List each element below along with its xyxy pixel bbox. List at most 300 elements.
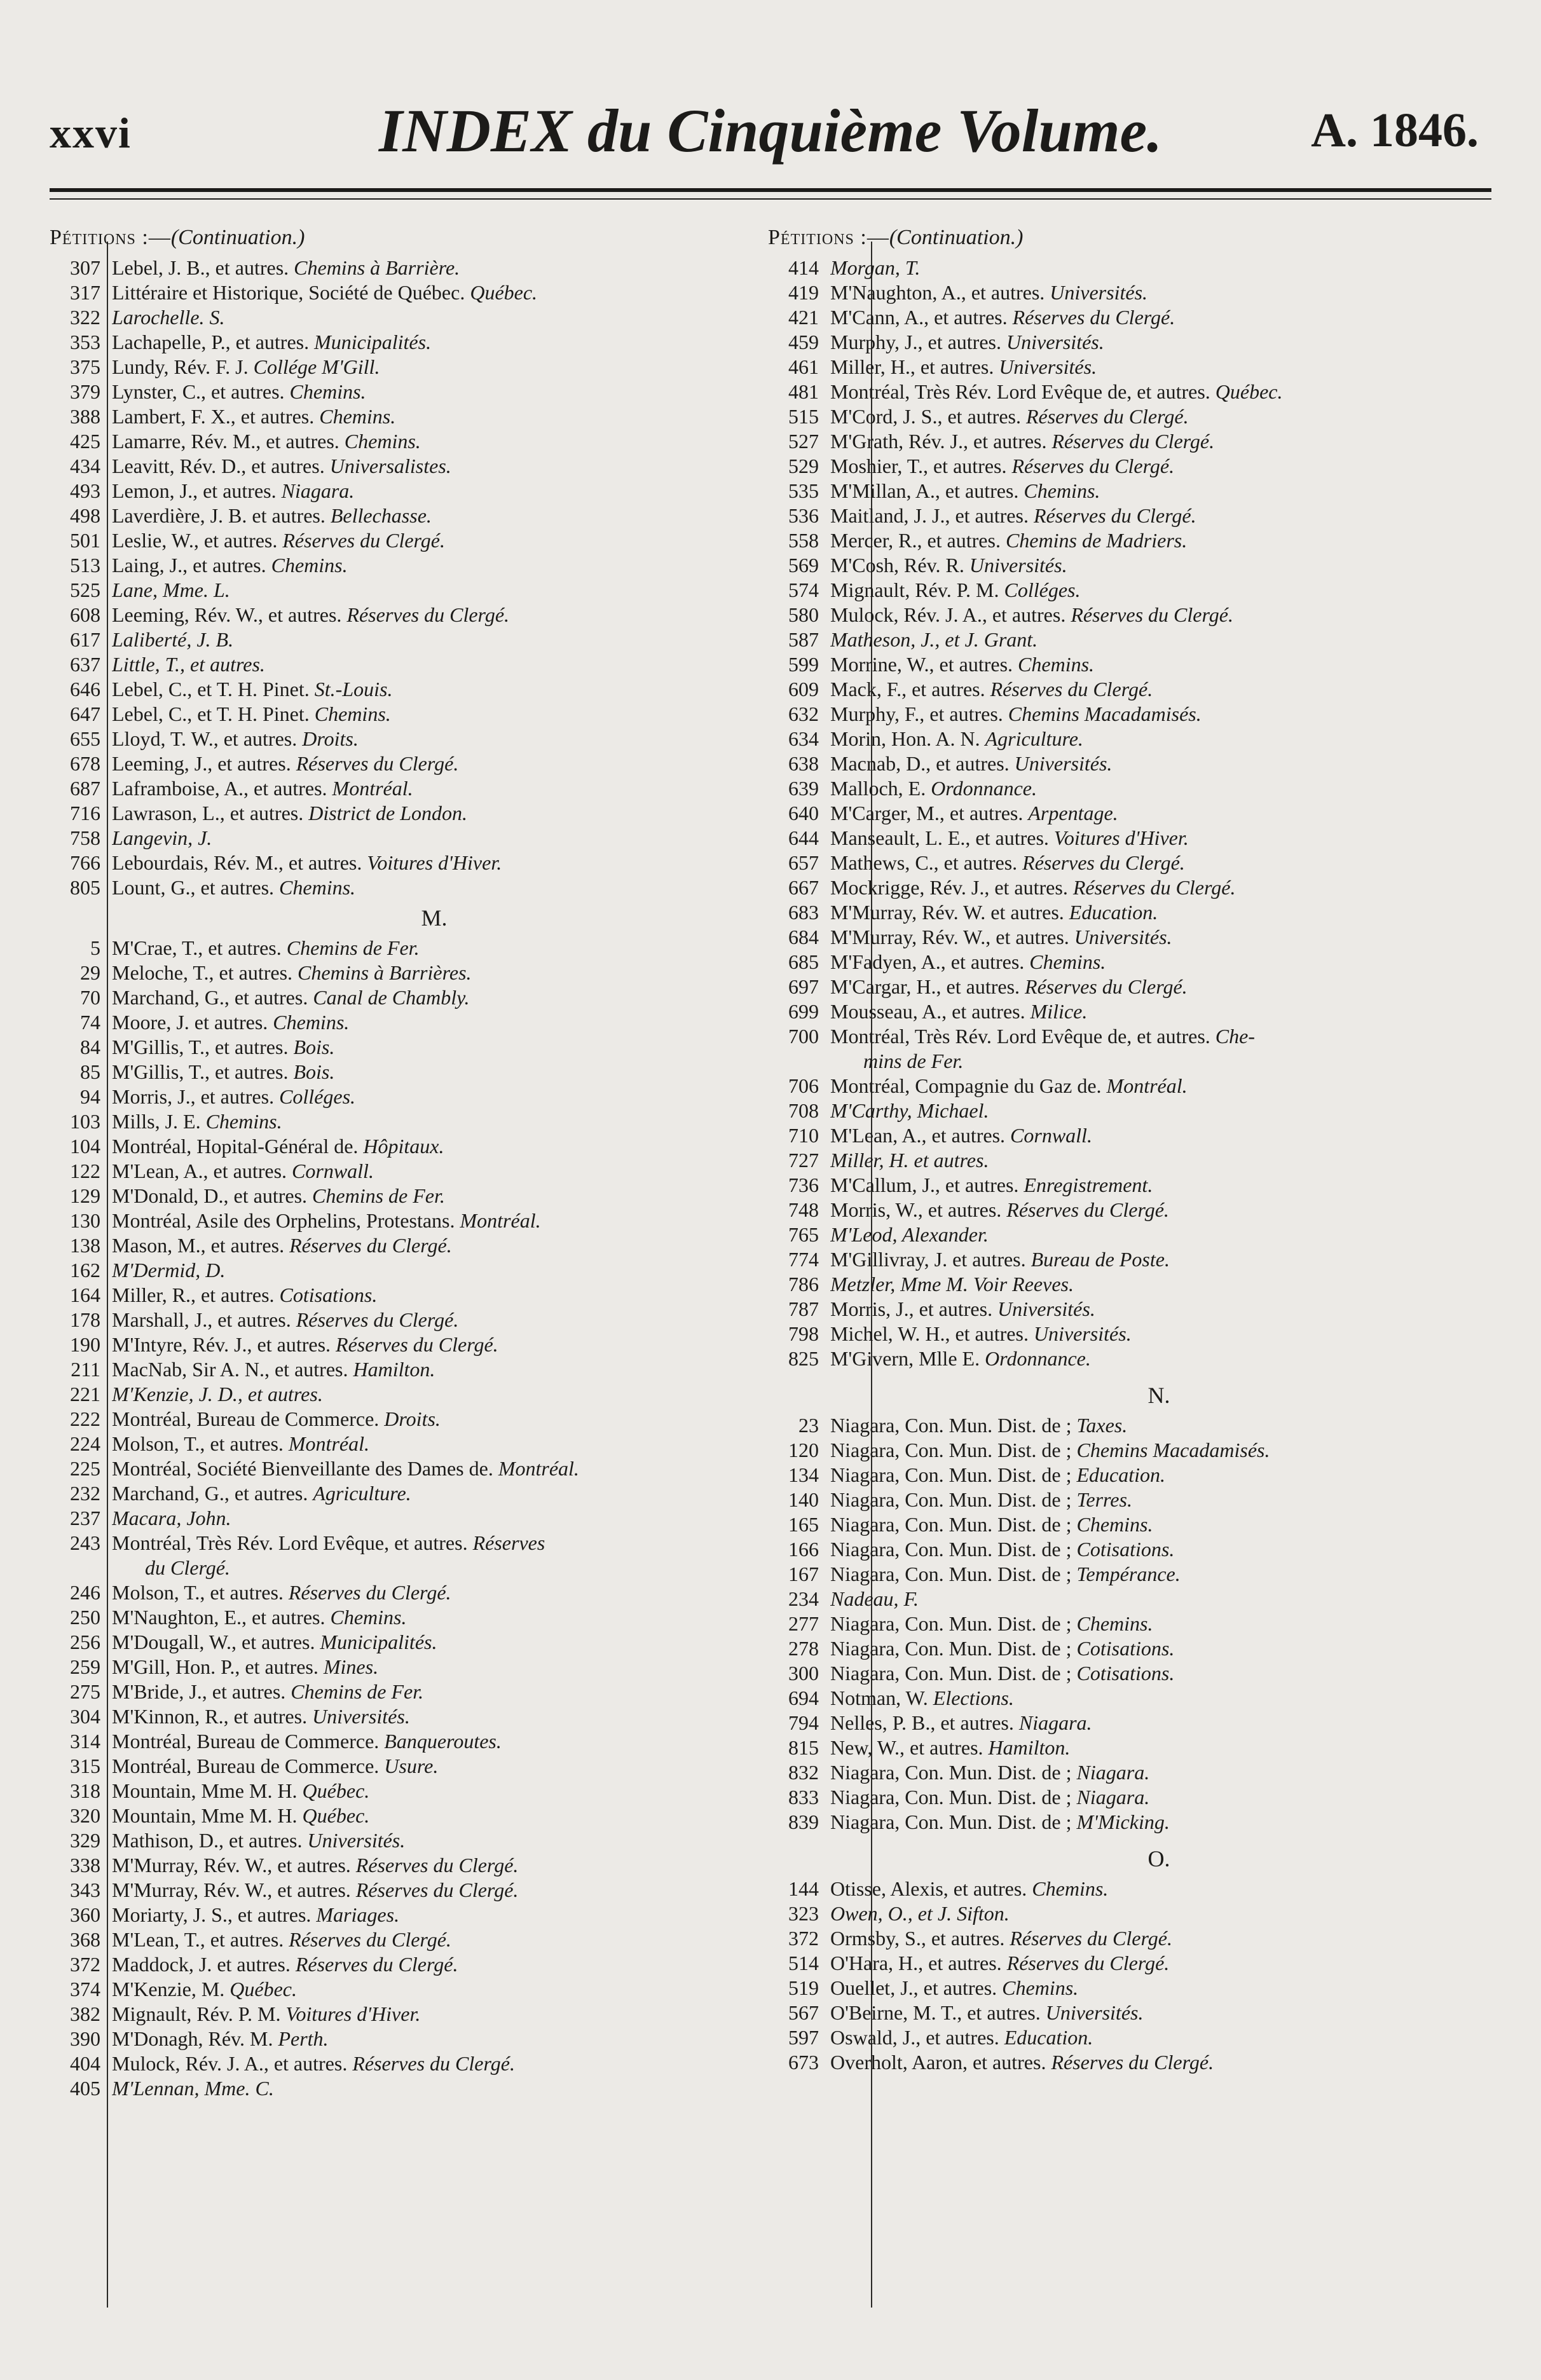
index-entry [768, 380, 1493, 404]
entry-name: Mercer, R., et autres. [830, 529, 1001, 552]
left-entries-l [50, 256, 762, 900]
index-entry [50, 1853, 762, 1878]
entry-subject: Mariages. [316, 1903, 400, 1926]
entry-page-number: 320 [70, 1804, 100, 1827]
index-entry [50, 1878, 762, 1903]
entry-name: Laing, J., et autres. [112, 554, 266, 577]
entry-page-number: 404 [70, 2052, 100, 2075]
entry-page-number: 736 [788, 1173, 819, 1196]
entry-subject: Réserves du Clergé. [289, 1928, 451, 1951]
entry-subject: Hamilton. [353, 1358, 435, 1381]
entry-name: Montréal, Très Rév. Lord Evêque, et autres. [112, 1531, 468, 1554]
entry-page-number: 329 [70, 1829, 100, 1852]
entry-subject: Réserves du Clergé. [1011, 455, 1175, 477]
index-entry [50, 355, 762, 380]
entry-subject: Cornwall. [292, 1159, 374, 1182]
entry-page-number: 211 [71, 1358, 100, 1381]
entry-page-number: 786 [788, 1273, 819, 1296]
entry-text [112, 355, 762, 380]
right-column [768, 220, 1493, 2075]
entry-name: Montréal, Hopital-Général de. [112, 1135, 359, 1158]
index-entry [768, 677, 1493, 702]
entry-name: M'Murray, Rév. W., et autres. [112, 1854, 351, 1877]
index-entry [768, 1438, 1493, 1463]
entry-subject: Réserves du Clergé. [1051, 430, 1215, 453]
entry-name: Montréal, Compagnie du Gaz de. [830, 1074, 1102, 1097]
index-entry [50, 1208, 762, 1233]
entry-subject: Cornwall. [1010, 1124, 1092, 1147]
index-entry [50, 380, 762, 404]
entry-text [112, 1060, 762, 1084]
index-entry [768, 1074, 1493, 1098]
entry-page-number: 221 [70, 1383, 100, 1405]
index-entry [768, 702, 1493, 727]
index-entry [50, 429, 762, 454]
entry-name: Montréal, Société Bienveillante des Dames de. [112, 1457, 493, 1480]
entry-subject: Réserves du Clergé. [296, 752, 459, 775]
entry-text [830, 1463, 1493, 1488]
entry-page-number: 317 [70, 281, 100, 304]
entry-subject: Réserves du Clergé. [288, 1581, 451, 1604]
entry-subject: Chemins. [1024, 479, 1100, 502]
entry-name: Lebel, C., et T. H. Pinet. [112, 702, 310, 725]
entry-subject: Langevin, J. [112, 826, 212, 849]
entry-name: Niagara, Con. Mun. Dist. de ; [830, 1463, 1072, 1486]
page-year: A. 1846. [1311, 104, 1479, 157]
entry-page-number: 224 [70, 1432, 100, 1455]
entry-subject: Lane, Mme. L. [112, 578, 230, 601]
entry-text [830, 479, 1493, 503]
entry-page-number: 832 [788, 1761, 819, 1784]
entry-page-number: 608 [70, 603, 100, 626]
entry-page-number: 129 [70, 1184, 100, 1207]
index-entry [768, 330, 1493, 355]
left-entries-m [50, 936, 762, 2101]
entry-text [830, 1711, 1493, 1735]
entry-page-number: 558 [788, 529, 819, 552]
right-entries-o [768, 1877, 1493, 2075]
entry-text [112, 1184, 762, 1208]
entry-subject: Québec. [302, 1804, 370, 1827]
entry-page-number: 29 [80, 961, 100, 984]
entry-subject: Chemins. [279, 876, 356, 899]
entry-page-number: 498 [70, 504, 100, 527]
entry-page-number: 166 [788, 1538, 819, 1561]
entry-text [830, 950, 1493, 975]
entry-text [112, 2027, 762, 2051]
entry-page-number: 599 [788, 653, 819, 676]
entry-page-number: 644 [788, 826, 819, 849]
entry-subject: Chemins de Madriers. [1005, 529, 1188, 552]
entry-text [112, 454, 762, 479]
index-entry [768, 1024, 1493, 1049]
page-number: xxvi [50, 109, 132, 157]
entry-subject: Niagara. [281, 479, 355, 502]
header-rule-thick [50, 188, 1491, 192]
entry-name: Niagara, Con. Mun. Dist. de ; [830, 1662, 1072, 1685]
entry-name: Morris, W., et autres. [830, 1198, 1002, 1221]
entry-page-number: 372 [788, 1927, 819, 1950]
index-entry [768, 2025, 1493, 2050]
entry-subject: Québec. [470, 281, 538, 304]
entry-text [830, 1148, 1493, 1173]
entry-text [830, 652, 1493, 677]
entry-page-number: 501 [70, 529, 100, 552]
entry-name: Lambert, F. X., et autres. [112, 405, 315, 428]
entry-subject: M'Leod, Alexander. [830, 1223, 989, 1246]
index-entry [50, 1679, 762, 1704]
entry-text [112, 727, 762, 751]
entry-name: Montréal, Bureau de Commerce. [112, 1407, 380, 1430]
entry-subject: M'Micking. [1076, 1810, 1170, 1833]
entry-page-number: 766 [70, 851, 100, 874]
entry-name: Moshier, T., et autres. [830, 455, 1007, 477]
entry-name: Marchand, G., et autres. [112, 986, 308, 1009]
entry-subject: Hôpitaux. [363, 1135, 444, 1158]
entry-page-number: 162 [70, 1259, 100, 1282]
entry-subject: Chemins Macadamisés. [1076, 1439, 1270, 1461]
entry-name: M'Millan, A., et autres. [830, 479, 1019, 502]
index-entry [50, 1084, 762, 1109]
index-entry [50, 1903, 762, 1927]
index-entry [50, 479, 762, 503]
entry-subject: Laliberté, J. B. [112, 628, 234, 651]
entry-name: Mulock, Rév. J. A., et autres. [830, 603, 1066, 626]
entry-text [112, 1456, 762, 1481]
entry-name: Morris, J., et autres. [112, 1085, 275, 1108]
entry-page-number: 519 [788, 1976, 819, 1999]
entry-text [112, 776, 762, 801]
entry-text [830, 1661, 1493, 1686]
entry-subject: Universalistes. [329, 455, 451, 477]
entry-text [830, 999, 1493, 1024]
entry-text [112, 429, 762, 454]
entry-text [830, 305, 1493, 330]
entry-name: M'Naughton, A., et autres. [830, 281, 1045, 304]
index-entry [50, 1134, 762, 1159]
entry-text [112, 1803, 762, 1828]
entry-subject: Chemins. [344, 430, 421, 453]
index-entry [768, 603, 1493, 627]
entry-text [830, 1562, 1493, 1587]
entry-page-number: 140 [788, 1488, 819, 1511]
entry-page-number: 307 [70, 256, 100, 279]
entry-page-number: 634 [788, 727, 819, 750]
entry-page-number: 646 [70, 678, 100, 701]
index-entry [50, 404, 762, 429]
entry-text [112, 603, 762, 627]
entry-name: Lachapelle, P., et autres. [112, 331, 310, 353]
entry-subject: Usure. [384, 1754, 439, 1777]
entry-subject: Chemins Macadamisés. [1008, 702, 1202, 725]
entry-name: Laverdière, J. B. et autres. [112, 504, 325, 527]
entry-name: M'Lean, T., et autres. [112, 1928, 284, 1951]
entry-page-number: 120 [788, 1439, 819, 1461]
entry-name: M'Carger, M., et autres. [830, 802, 1024, 824]
entry-subject: Niagara. [1076, 1761, 1150, 1784]
entry-text [830, 1810, 1493, 1835]
index-entry [768, 280, 1493, 305]
entry-text [112, 1332, 762, 1357]
entry-subject: Réserves du Clergé. [289, 1234, 452, 1257]
entry-page-number: 338 [70, 1854, 100, 1877]
entry-subject: Réserves du Clergé. [295, 1953, 458, 1976]
entry-name: MacNab, Sir A. N., et autres. [112, 1358, 348, 1381]
index-entry [768, 1488, 1493, 1512]
entry-subject: Réserves du Clergé. [336, 1333, 498, 1356]
index-entry [50, 652, 762, 677]
entry-subject: Réserves du Clergé. [1012, 306, 1175, 329]
entry-page-number: 343 [70, 1878, 100, 1901]
entry-name: M'Cargar, H., et autres. [830, 975, 1020, 998]
entry-page-number: 232 [70, 1482, 100, 1505]
entry-page-number: 304 [70, 1705, 100, 1728]
index-entry [768, 256, 1493, 280]
entry-name: Niagara, Con. Mun. Dist. de ; [830, 1786, 1072, 1809]
entry-page-number: 405 [70, 2077, 100, 2100]
index-entry [50, 1159, 762, 1184]
left-column-heading: Pétitions :—(Continuation.) [50, 226, 305, 249]
entry-subject: Universités. [999, 355, 1097, 378]
entry-text [112, 627, 762, 652]
entry-name: Mack, F., et autres. [830, 678, 985, 701]
entry-subject: Réserves du Clergé. [282, 529, 445, 552]
entry-page-number: 617 [70, 628, 100, 651]
entry-text [830, 1587, 1493, 1611]
index-entry [768, 1198, 1493, 1222]
index-entry [768, 429, 1493, 454]
entry-name: Mockrigge, Rév. J., et autres. [830, 876, 1068, 899]
entry-name: Lebel, J. B., et autres. [112, 256, 289, 279]
entry-name: Lount, G., et autres. [112, 876, 275, 899]
entry-name: New, W., et autres. [830, 1736, 983, 1759]
entry-name: Montréal, Bureau de Commerce. [112, 1730, 380, 1753]
entry-subject: Réserves du Clergé. [346, 603, 510, 626]
entry-page-number: 382 [70, 2002, 100, 2025]
entry-page-number: 421 [788, 306, 819, 329]
index-entry [768, 1413, 1493, 1438]
entry-text [830, 256, 1493, 280]
page-title: INDEX du Cinquième Volume. [378, 97, 1163, 165]
entry-name: Niagara, Con. Mun. Dist. de ; [830, 1488, 1072, 1511]
entry-subject: Universités. [1074, 926, 1172, 948]
entry-text [112, 404, 762, 429]
entry-text [830, 1024, 1493, 1049]
entry-text [112, 1159, 762, 1184]
entry-name: M'Cosh, Rév. R. [830, 554, 964, 577]
entry-page-number: 425 [70, 430, 100, 453]
entry-page-number: 639 [788, 777, 819, 800]
entry-page-number: 687 [70, 777, 100, 800]
entry-text [830, 503, 1493, 528]
index-entry [50, 256, 762, 280]
index-entry [50, 1828, 762, 1853]
entry-page-number: 379 [70, 380, 100, 403]
entry-page-number: 514 [788, 1952, 819, 1974]
index-entry [50, 305, 762, 330]
entry-subject: Colléges. [279, 1085, 356, 1108]
index-entry [50, 578, 762, 603]
entry-name: M'Lean, A., et autres. [830, 1124, 1006, 1147]
entry-page-number: 414 [788, 256, 819, 279]
section-heading-o: O. [1147, 1846, 1170, 1871]
entry-subject-continuation: du Clergé. [145, 1556, 230, 1579]
entry-page-number: 353 [70, 331, 100, 353]
entry-text [112, 1258, 762, 1283]
entry-page-number: 727 [788, 1149, 819, 1172]
entry-name: O'Hara, H., et autres. [830, 1952, 1002, 1974]
index-entry [50, 875, 762, 900]
entry-subject: Education. [1076, 1463, 1166, 1486]
entry-name: Mignault, Rév. P. M. [112, 2002, 281, 2025]
entry-page-number: 798 [788, 1322, 819, 1345]
entry-page-number: 237 [70, 1507, 100, 1529]
entry-subject: Chemins à Barrières. [298, 961, 472, 984]
entry-text [830, 1123, 1493, 1148]
right-entries-n [768, 1413, 1493, 1835]
index-entry [50, 454, 762, 479]
entry-subject: Municipalités. [320, 1631, 437, 1653]
entry-name: M'Gill, Hon. P., et autres. [112, 1655, 318, 1678]
entry-subject: Universités. [1033, 1322, 1132, 1345]
entry-name: M'Naughton, E., et autres. [112, 1606, 325, 1629]
entry-name: Lemon, J., et autres. [112, 479, 277, 502]
entry-page-number: 165 [788, 1513, 819, 1536]
index-entry [768, 950, 1493, 975]
entry-text [112, 875, 762, 900]
entry-subject: Education. [1069, 901, 1158, 924]
entry-text [830, 1272, 1493, 1297]
entry-text [112, 2051, 762, 2076]
entry-page-number: 748 [788, 1198, 819, 1221]
index-entry [768, 900, 1493, 925]
entry-text [830, 1247, 1493, 1272]
entry-page-number: 513 [70, 554, 100, 577]
entry-subject: Droits. [302, 727, 359, 750]
entry-subject: Québec. [229, 1978, 297, 2000]
entry-page-number: 685 [788, 950, 819, 973]
entry-name: Moriarty, J. S., et autres. [112, 1903, 312, 1926]
entry-page-number: 697 [788, 975, 819, 998]
entry-subject: Bois. [293, 1060, 335, 1083]
entry-name: M'Callum, J., et autres. [830, 1173, 1019, 1196]
index-entry [768, 1785, 1493, 1810]
entry-name: M'Lean, A., et autres. [112, 1159, 287, 1182]
entry-subject: Colléges. [1004, 578, 1081, 601]
entry-text [830, 851, 1493, 875]
entry-subject: Montréal. [1106, 1074, 1188, 1097]
entry-page-number: 104 [70, 1135, 100, 1158]
entry-subject: Taxes. [1076, 1414, 1128, 1437]
page-header [50, 95, 1491, 165]
entry-text [830, 975, 1493, 999]
index-entry [768, 1661, 1493, 1686]
entry-name: M'Donagh, Rév. M. [112, 2027, 273, 2050]
entry-text [830, 429, 1493, 454]
entry-page-number: 667 [788, 876, 819, 899]
entry-page-number: 190 [70, 1333, 100, 1356]
index-entry [50, 1977, 762, 2002]
entry-page-number: 597 [788, 2026, 819, 2049]
entry-name: M'Murray, Rév. W., et autres. [112, 1878, 351, 1901]
index-entry [50, 1060, 762, 1084]
entry-name: Leeming, J., et autres. [112, 752, 291, 775]
entry-text [830, 1488, 1493, 1512]
entry-name: M'Kinnon, R., et autres. [112, 1705, 308, 1728]
entry-page-number: 694 [788, 1686, 819, 1709]
index-entry [768, 454, 1493, 479]
entry-subject: Réserves du Clergé. [1072, 876, 1236, 899]
index-entry [768, 776, 1493, 801]
entry-page-number: 529 [788, 455, 819, 477]
entry-text [112, 1977, 762, 2002]
index-entry [50, 1432, 762, 1456]
entry-text [830, 900, 1493, 925]
index-entry [50, 985, 762, 1010]
entry-name: Macnab, D., et autres. [830, 752, 1010, 775]
entry-text [112, 1506, 762, 1531]
entry-subject: Chemins. [271, 554, 348, 577]
entry-subject: Nadeau, F. [830, 1587, 919, 1610]
entry-text [112, 985, 762, 1010]
index-entry [50, 1407, 762, 1432]
entry-subject-continuation: mins de Fer. [863, 1050, 964, 1072]
entry-page-number: 315 [70, 1754, 100, 1777]
entry-name: M'Givern, Mlle E. [830, 1347, 980, 1370]
index-entry [768, 305, 1493, 330]
entry-subject: Miller, H. et autres. [830, 1149, 989, 1172]
entry-name: Leeming, Rév. W., et autres. [112, 603, 342, 626]
entry-name: Mathison, D., et autres. [112, 1829, 303, 1852]
entry-page-number: 525 [70, 578, 100, 601]
entry-name: Lebel, C., et T. H. Pinet. [112, 678, 310, 701]
entry-subject: Réserves du Clergé. [352, 2052, 515, 2075]
entry-text [830, 1926, 1493, 1951]
entry-subject: Chemins. [1002, 1976, 1079, 1999]
entry-subject: Réserves du Clergé. [1025, 975, 1188, 998]
entry-text [830, 826, 1493, 851]
entry-text [112, 1233, 762, 1258]
entry-subject: Chemins. [1076, 1513, 1153, 1536]
entry-text [830, 1877, 1493, 1901]
entry-name: M'Dougall, W., et autres. [112, 1631, 315, 1653]
entry-page-number: 640 [788, 802, 819, 824]
entry-text [112, 826, 762, 851]
index-entry [768, 1976, 1493, 2000]
index-entry [50, 1010, 762, 1035]
index-entry [50, 826, 762, 851]
entry-text [112, 1878, 762, 1903]
index-entry [50, 1729, 762, 1754]
entry-page-number: 122 [70, 1159, 100, 1182]
entry-page-number: 374 [70, 1978, 100, 2000]
entry-page-number: 225 [70, 1457, 100, 1480]
entry-text [112, 801, 762, 826]
entry-text [830, 627, 1493, 652]
index-entry [50, 1184, 762, 1208]
entry-text [830, 727, 1493, 751]
index-entry [768, 1123, 1493, 1148]
entry-text [830, 1735, 1493, 1760]
index-entry [50, 528, 762, 553]
entry-name: Morris, J., et autres. [830, 1297, 993, 1320]
entry-text [830, 1976, 1493, 2000]
entry-name: M'Donald, D., et autres. [112, 1184, 308, 1207]
entry-text [830, 1686, 1493, 1711]
entry-text [830, 1322, 1493, 1346]
entry-subject: Universités. [969, 554, 1067, 577]
index-entry [768, 1901, 1493, 1926]
